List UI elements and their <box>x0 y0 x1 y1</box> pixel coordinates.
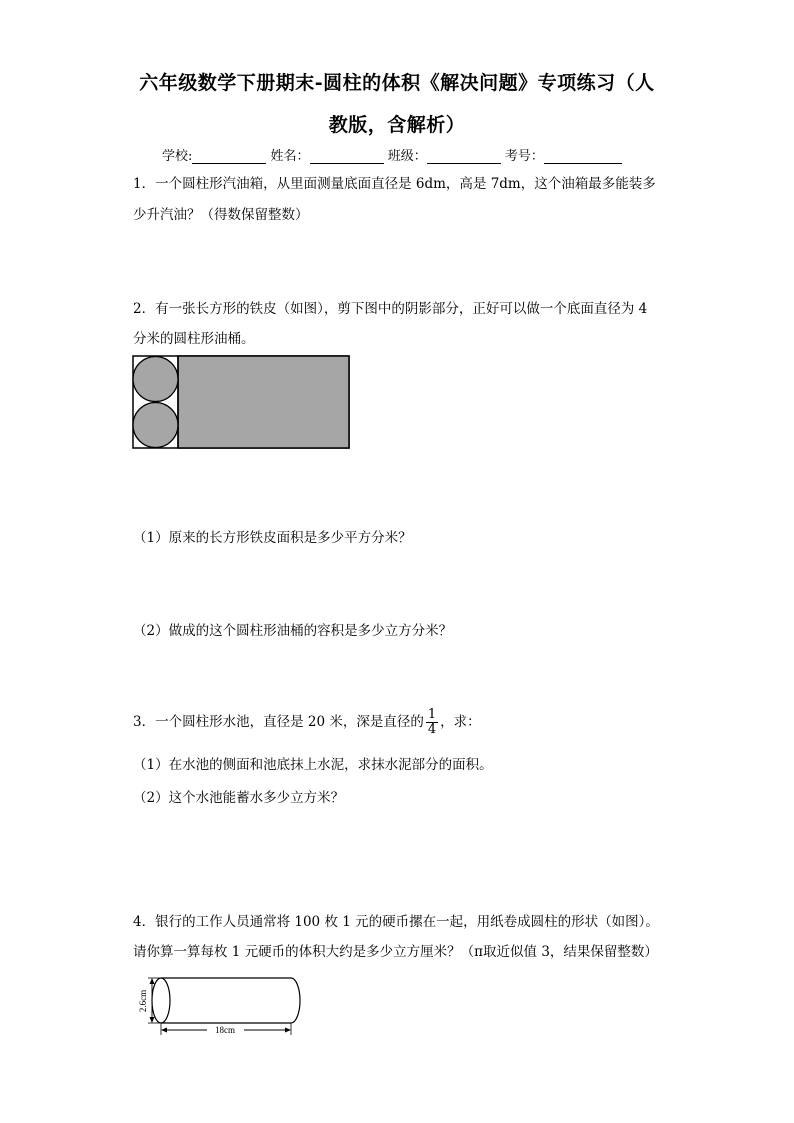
fraction-denominator: 4 <box>427 722 437 737</box>
school-blank[interactable] <box>192 149 266 164</box>
shaded-rectangle <box>178 356 349 448</box>
name-label: 姓名： <box>270 149 310 164</box>
class-label: 班级： <box>387 149 427 164</box>
q1-line2: 少升汽油？（得数保留整数） <box>133 207 309 223</box>
q3-sub1: （1）在水池的侧面和池底抹上水泥，求抹水泥部分的面积。 <box>133 757 493 773</box>
exam-no-blank[interactable] <box>544 149 622 164</box>
q1-line1: 1．一个圆柱形汽油箱，从里面测量底面直径是 6dm，高是 7dm，这个油箱最多能装多 <box>133 176 656 192</box>
q2-line1: 2．有一张长方形的铁皮（如图），剪下图中的阴影部分，正好可以做一个底面直径为 4 <box>133 301 648 317</box>
page-title-line1: 六年级数学下册期末-圆柱的体积《解决问题》专项练习（人 <box>139 72 655 94</box>
q4-line1: 4．银行的工作人员通常将 100 枚 1 元的硬币摞在一起，用纸卷成圆柱的形状（如图）。 <box>133 914 659 930</box>
height-arrow-bottom <box>150 1017 155 1023</box>
cylinder-right-face <box>291 978 300 1023</box>
length-arrow-right <box>285 1028 291 1033</box>
cylinder-left-face <box>152 978 170 1023</box>
length-arrow-left <box>161 1028 167 1033</box>
shaded-circle-top <box>133 357 178 402</box>
q2-line2: 分米的圆柱形油桶。 <box>133 331 255 347</box>
fraction-one-quarter <box>426 708 438 737</box>
q4-line2: 请你算一算每枚 1 元硬币的体积大约是多少立方厘米？（π取近似值 3，结果保留整数） <box>133 944 658 960</box>
q2-sub2: （2）做成的这个圆柱形油桶的容积是多少立方分米？ <box>133 623 453 639</box>
fraction-numerator: 1 <box>427 707 437 722</box>
height-arrow-top <box>150 978 155 984</box>
name-blank[interactable] <box>310 149 384 164</box>
q3-text-after: ，求： <box>440 714 481 730</box>
q3-text-before: 3．一个圆柱形水池，直径是 20 米，深是直径的 <box>133 714 424 730</box>
iron-sheet-figure <box>132 355 352 451</box>
coin-roll-figure <box>132 972 304 1042</box>
page-title-line2: 教版，含解析） <box>328 114 466 136</box>
student-info-row <box>162 145 622 164</box>
exam-no-label: 考号： <box>504 149 544 164</box>
height-dimension-label: 2.6cm <box>138 989 149 1013</box>
class-blank[interactable] <box>427 149 501 164</box>
q2-sub1: （1）原来的长方形铁皮面积是多少平方分米？ <box>133 530 412 546</box>
shaded-circle-bottom <box>133 403 178 448</box>
q3-line1 <box>133 707 481 737</box>
school-label: 学校: <box>162 149 193 164</box>
q3-sub2: （2）这个水池能蓄水多少立方米？ <box>133 790 345 806</box>
length-dimension-label: 18cm <box>215 1025 235 1035</box>
